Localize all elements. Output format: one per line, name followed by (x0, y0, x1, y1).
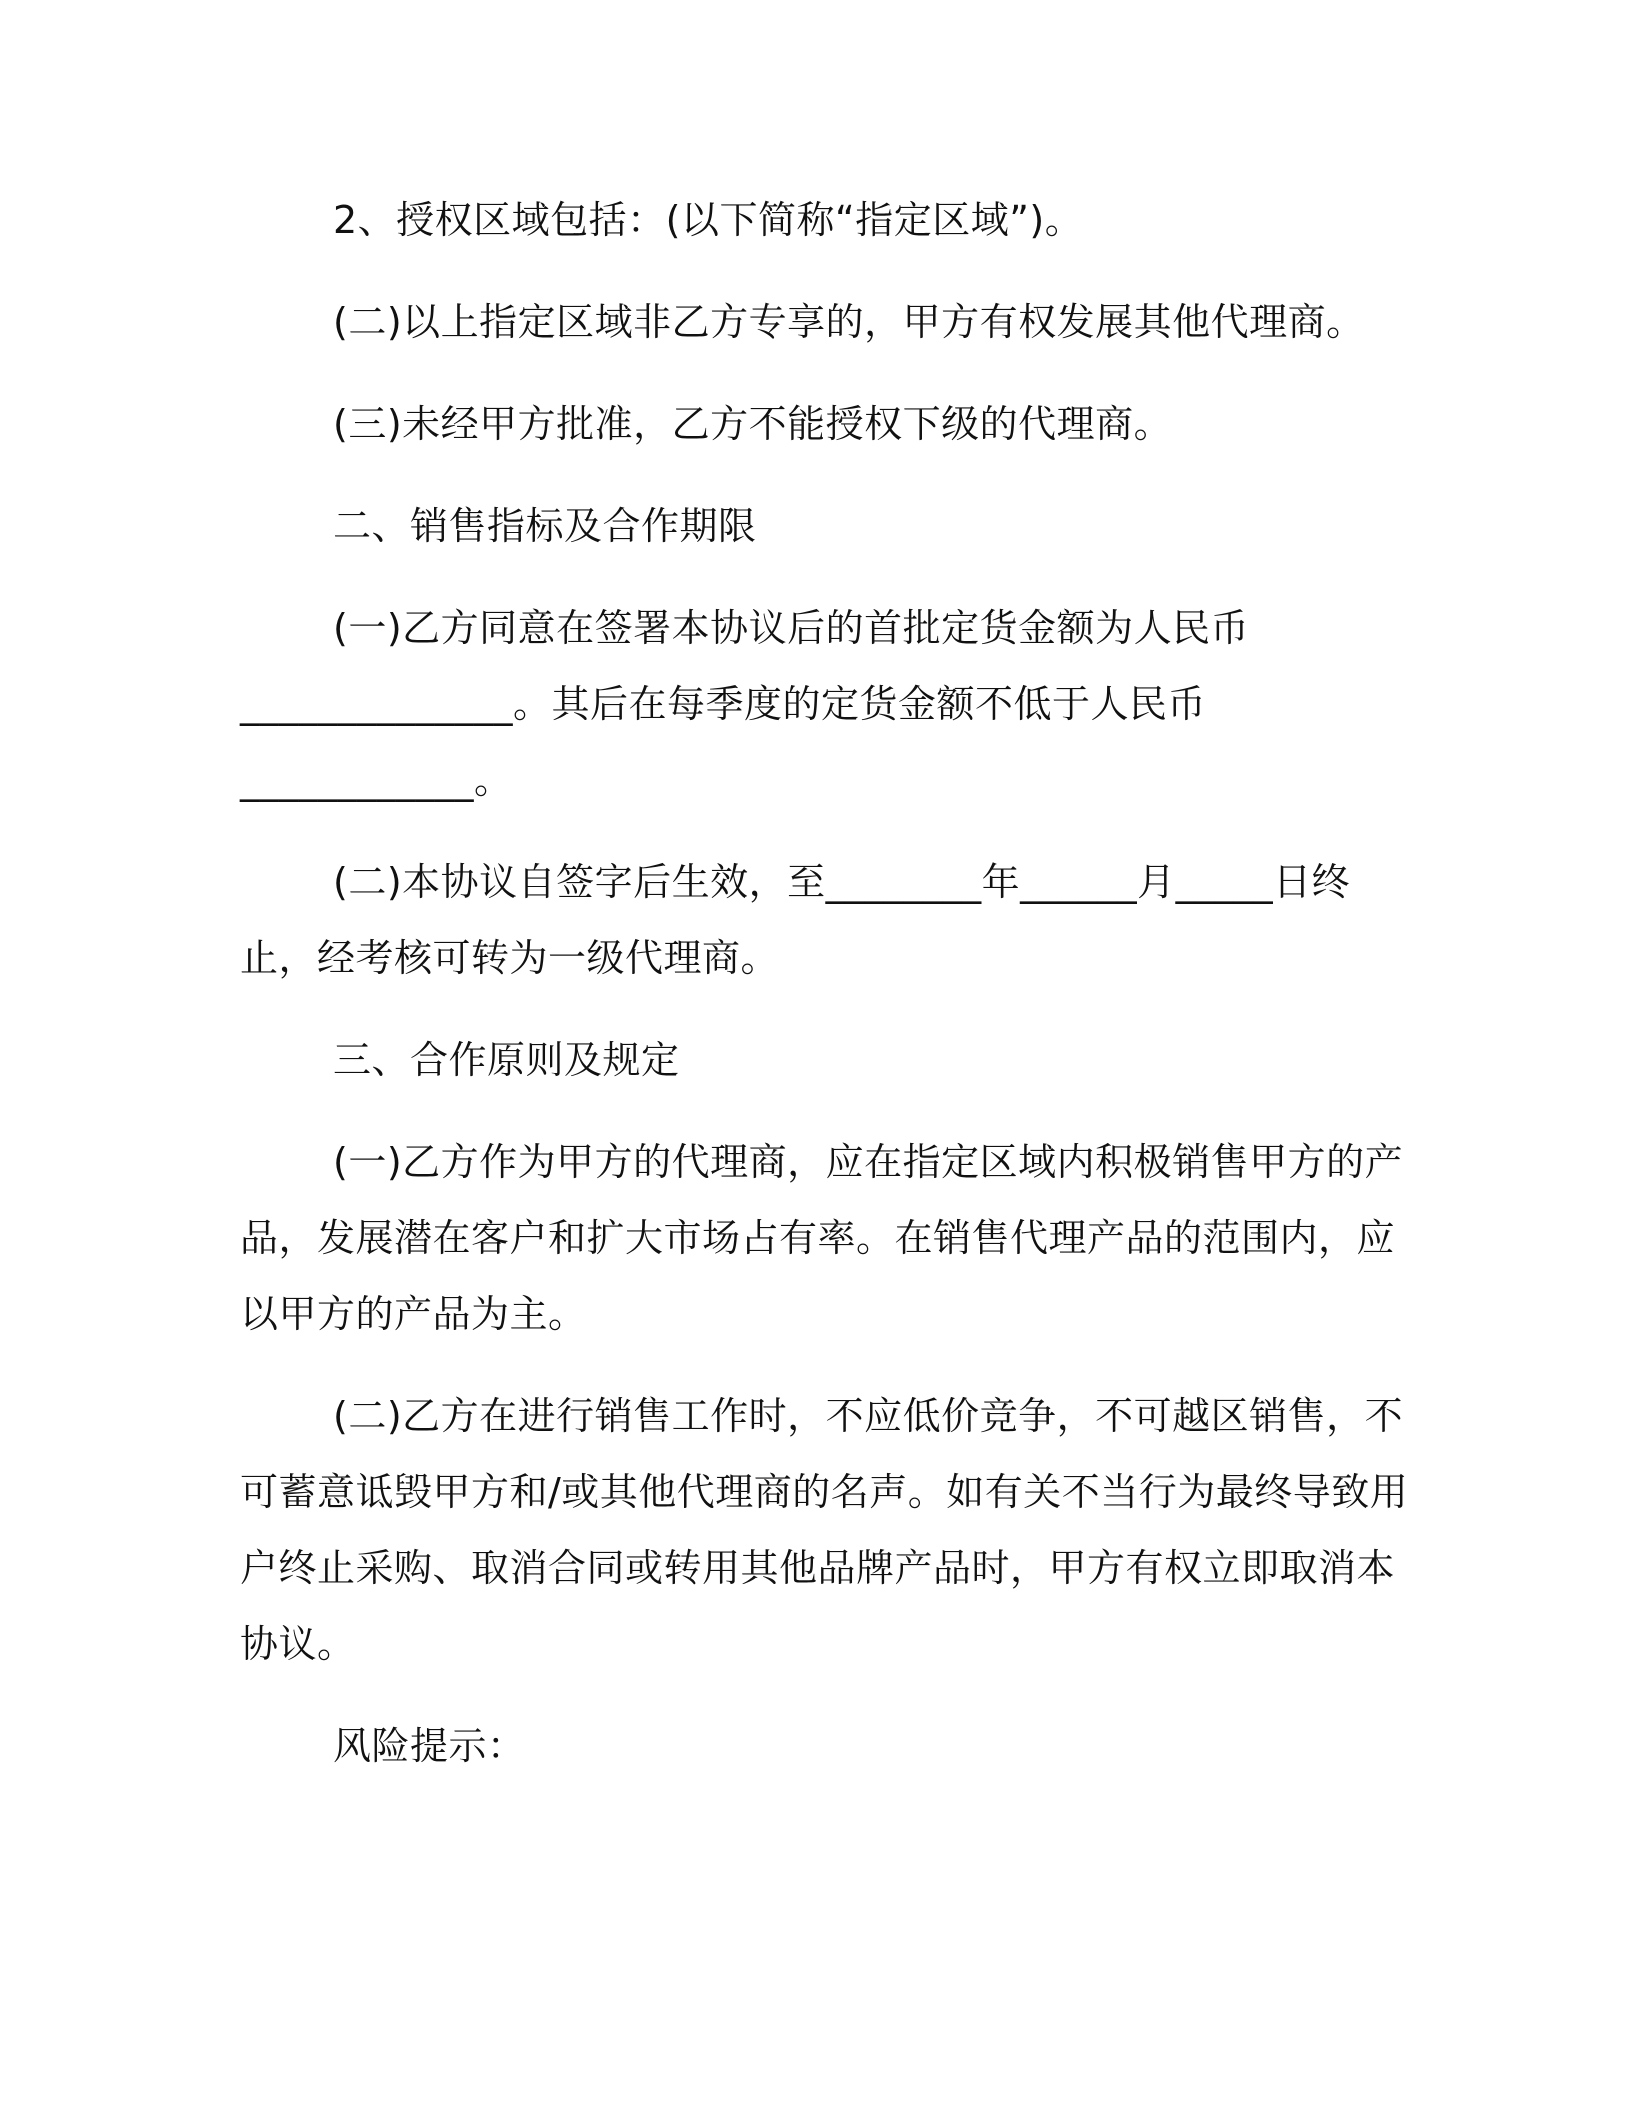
clause-no-sub-agent: (三)未经甲方批准，乙方不能授权下级的代理商。 (333, 402, 1173, 446)
clause-sales-conduct-line-3: 户终止采购、取消合同或转用其他品牌产品时，甲方有权立即取消本 (240, 1546, 1396, 1590)
clause-first-order-line-1: (一)乙方同意在签署本协议后的首批定货金额为人民币 (333, 606, 1250, 650)
clause-term-line-1: (二)本协议自签字后生效，至________年______月_____日终 (333, 860, 1351, 904)
clause-authorized-region: 2、授权区域包括：(以下简称“指定区域”)。 (333, 198, 1084, 242)
clause-sales-conduct-line-4: 协议。 (240, 1622, 356, 1666)
clause-term-line-2: 止，经考核可转为一级代理商。 (240, 936, 780, 980)
clause-agent-duty-line-3: 以甲方的产品为主。 (240, 1292, 587, 1336)
clause-agent-duty-line-2: 品，发展潜在客户和扩大市场占有率。在销售代理产品的范围内，应 (240, 1216, 1396, 1260)
clause-first-order-line-3: ____________。 (240, 758, 513, 802)
section-heading-sales-targets: 二、销售指标及合作期限 (333, 504, 757, 548)
section-heading-cooperation-principles: 三、合作原则及规定 (333, 1038, 680, 1082)
clause-sales-conduct-line-2: 可蓄意诋毁甲方和/或其他代理商的名声。如有关不当行为最终导致用 (240, 1470, 1409, 1514)
clause-agent-duty-line-1: (一)乙方作为甲方的代理商，应在指定区域内积极销售甲方的产 (333, 1140, 1404, 1184)
clause-non-exclusive: (二)以上指定区域非乙方专享的，甲方有权发展其他代理商。 (333, 300, 1365, 344)
clause-sales-conduct-line-1: (二)乙方在进行销售工作时，不应低价竞争，不可越区销售，不 (333, 1394, 1404, 1438)
clause-first-order-line-2: ______________。其后在每季度的定货金额不低于人民币 (240, 682, 1207, 726)
risk-notice-heading: 风险提示： (333, 1724, 526, 1768)
